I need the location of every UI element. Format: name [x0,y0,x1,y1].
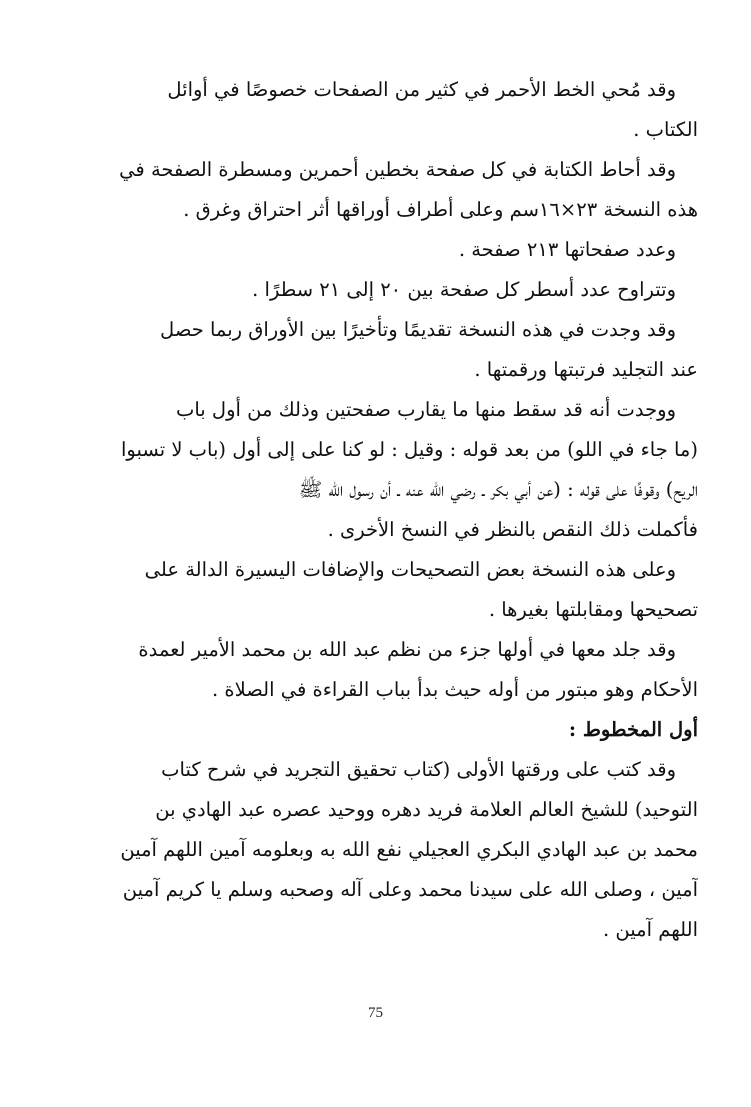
text-line: فأكملت ذلك النقص بالنظر في النسخ الأخرى . [327,518,698,541]
text-line: الكتاب . [633,118,698,141]
text-line: ووجدت أنه قد سقط منها ما يقارب صفحتين وذلك من أول باب [175,398,676,421]
text-line: وعدد صفحاتها ٢١٣ صفحة . [458,238,676,261]
text-line: وقد مُحي الخط الأحمر في كثير من الصفحات خصوصًا في أوائل [167,78,676,101]
text-line: وقد جلد معها في أولها جزء من نظم عبد الله بن محمد الأمير لعمدة [138,638,676,661]
text-line: هذه النسخة ٢٣×١٦سم وعلى أطراف أوراقها أثر احتراق وغرق . [183,198,698,221]
text-line: وقد أحاط الكتابة في كل صفحة بخطين أحمرين ومسطرة الصفحة في [119,158,676,181]
body-text [104,70,698,950]
text-line: الريح) وقوفًا على قوله : (عن أبي بكر ـ رضي الله عنه ـ أن رسول الله ﷺ [298,478,698,501]
text-line: عند التجليد فرتبتها ورقمتها . [474,358,698,381]
text-line: وتتراوح عدد أسطر كل صفحة بين ٢٠ إلى ٢١ سطرًا . [252,278,676,301]
text-line: الأحكام وهو مبتور من أوله حيث بدأ بباب القراءة في الصلاة . [211,678,698,701]
text-line: وقد كتب على ورقتها الأولى (كتاب تحقيق التجريد في شرح كتاب [161,758,676,781]
text-line: (ما جاء في اللو) من بعد قوله : وقيل : لو كنا على إلى أول (باب لا تسبوا [120,438,698,461]
text-line: وعلى هذه النسخة بعض التصحيحات والإضافات اليسيرة الدالة على [144,558,676,581]
text-line: تصحيحها ومقابلتها بغيرها . [488,598,698,621]
text-line: آمين ، وصلى الله على سيدنا محمد وعلى آله وصحبه وسلم يا كريم آمين [122,878,698,901]
text-line: اللهم آمين . [603,918,698,941]
text-line: التوحيد) للشيخ العالم العلامة فريد دهره ووحيد عصره عبد الهادي بن [155,798,698,821]
page-number: 75 [368,1005,383,1021]
text-line: محمد بن عبد الهادي البكري العجيلي نفع الله به وبعلومه آمين اللهم آمين [120,838,698,861]
text-line: وقد وجدت في هذه النسخة تقديمًا وتأخيرًا بين الأوراق ربما حصل [160,318,676,341]
section-heading: أول المخطوط : [568,718,698,741]
